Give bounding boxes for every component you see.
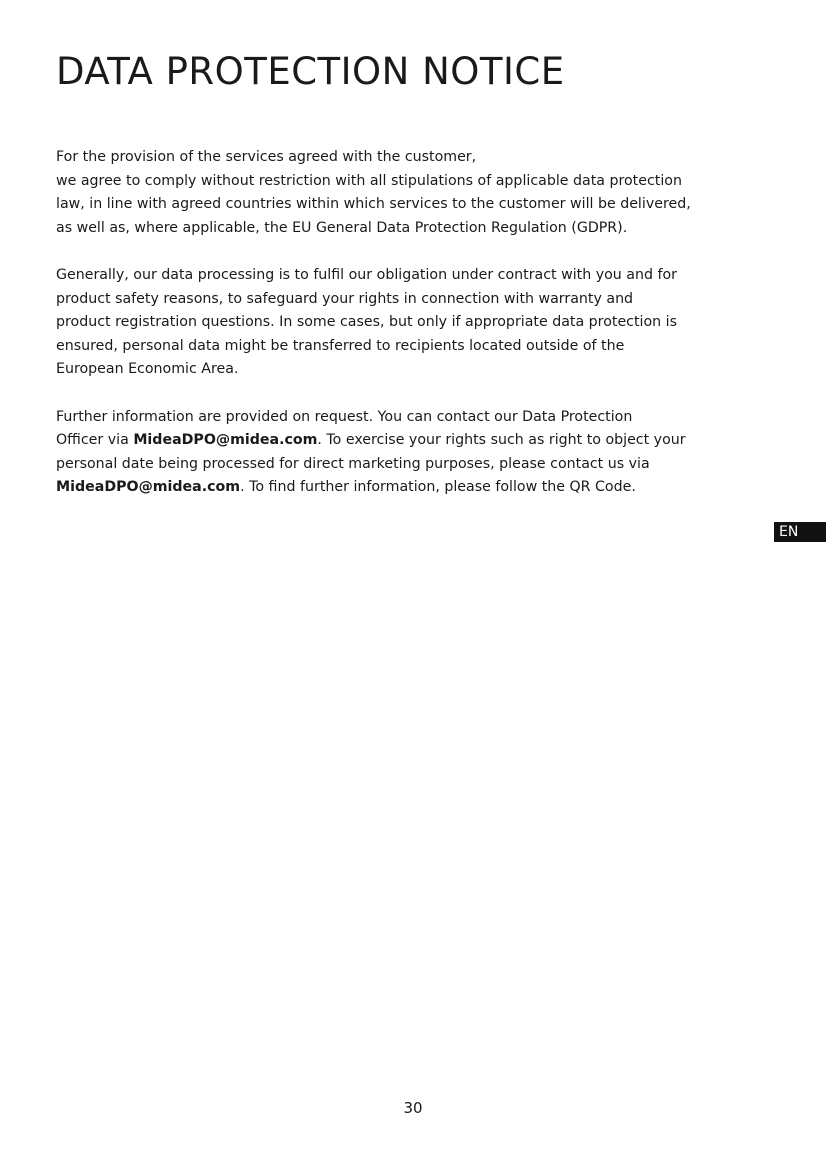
paragraph-contact-information	[56, 406, 776, 500]
text-line: For the provision of the services agreed with the customer,	[56, 149, 477, 165]
text-line: as well as, where applicable, the EU General Data Protection Regulation (GDPR).	[56, 219, 628, 236]
text-line: Further information are provided on request. You can contact our Data Protection	[56, 408, 633, 425]
paragraph-data-processing	[56, 264, 776, 382]
page-title: DATA PROTECTION NOTICE	[56, 50, 565, 93]
language-tab: EN	[774, 522, 826, 542]
text-segment: Officer via	[56, 432, 134, 449]
text-line: we agree to comply without restriction with all stipulations of applicable data protection	[56, 172, 682, 189]
text-line: European Economic Area.	[56, 361, 239, 378]
text-line: personal date being processed for direct marketing purposes, please contact us via	[56, 455, 650, 472]
text-line: product safety reasons, to safeguard your rights in connection with warranty and	[56, 290, 634, 307]
text-line: law, in line with agreed countries within which services to the customer will be delivered,	[56, 196, 691, 213]
paragraph-services-agreement	[56, 146, 776, 240]
text-line: product registration questions. In some cases, but only if appropriate data protection is	[56, 314, 677, 331]
text-segment: . To exercise your rights such as right to object your	[317, 432, 686, 449]
text-line: Generally, our data processing is to fulfil our obligation under contract with you and for	[56, 266, 677, 283]
dpo-email-link[interactable]: MideaDPO@midea.com	[56, 479, 241, 496]
dpo-email-link[interactable]: MideaDPO@midea.com	[133, 432, 318, 449]
text-line	[56, 429, 776, 453]
text-segment: . To find further information, please follow the QR Code.	[240, 479, 636, 496]
text-line: ensured, personal data might be transferred to recipients located outside of the	[56, 337, 625, 354]
notice-body	[56, 146, 776, 524]
page-number: 30	[403, 1099, 423, 1117]
text-line	[56, 476, 776, 500]
